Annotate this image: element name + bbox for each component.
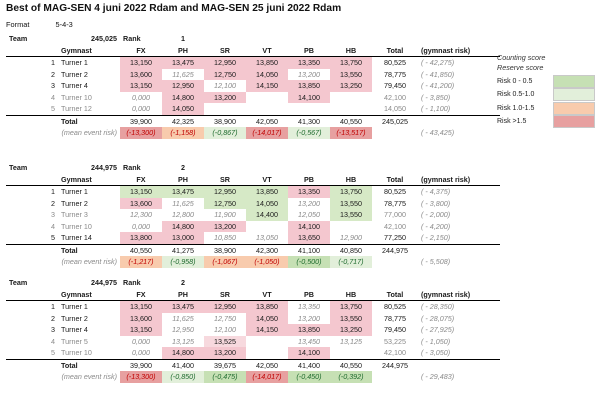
- team-table-3: [6, 277, 500, 383]
- score-pb: 14,100: [288, 92, 330, 104]
- row-index: 5: [6, 347, 58, 359]
- score-sr: [204, 103, 246, 115]
- score-hb: [330, 221, 372, 233]
- gymnast-name: Turner 4: [61, 325, 88, 334]
- score-pb: 14,100: [288, 221, 330, 233]
- row-total: 78,775: [384, 198, 406, 208]
- legend-reserve-label: Reserve score: [497, 63, 544, 72]
- row-total: 79,450: [384, 325, 406, 334]
- rank-label: Rank: [123, 278, 141, 287]
- team-score: 244,975: [91, 278, 117, 287]
- row-total: 78,775: [384, 313, 406, 323]
- gymnast-name: Turner 3: [61, 210, 88, 219]
- score-pb: 13,650: [288, 232, 330, 244]
- score-hb: 13,550: [330, 69, 372, 81]
- table-row: [6, 313, 500, 325]
- table-row: [6, 198, 500, 210]
- col-pb: PB: [288, 45, 330, 57]
- column-header-row: [6, 289, 500, 301]
- format-label: Format: [6, 20, 30, 29]
- column-header-row: [6, 174, 500, 186]
- total-vt: 42,050: [256, 116, 278, 126]
- mean-sr: (-0,867): [204, 127, 246, 139]
- team-block-3: [6, 277, 476, 383]
- gymnast-name: Turner 10: [61, 92, 92, 102]
- score-vt: [246, 92, 288, 104]
- legend-item: [497, 75, 597, 88]
- total-pb: 41,400: [298, 360, 320, 370]
- gymnast-name: Turner 12: [58, 103, 120, 115]
- table-row: [6, 80, 500, 92]
- score-ph: 11,625: [172, 198, 194, 208]
- score-fx: 13,150: [120, 301, 162, 313]
- team-score: 244,975: [91, 163, 117, 172]
- score-fx: 0,000: [120, 347, 162, 359]
- legend-item: [497, 116, 597, 129]
- col-sr: SR: [204, 174, 246, 186]
- score-ph: 12,950: [172, 325, 194, 334]
- col-risk: (gymnast risk): [418, 289, 500, 301]
- row-total: 80,525: [384, 58, 406, 67]
- row-risk: ( - 41,850): [421, 69, 455, 79]
- table-row: [6, 301, 500, 313]
- score-fx: 0,000: [132, 336, 150, 346]
- legend-counting-label: Counting score: [497, 53, 546, 62]
- total-fx: 39,900: [130, 360, 152, 370]
- rank-value: 2: [181, 163, 185, 172]
- legend-item: [497, 89, 597, 102]
- mean-fx: (-1,217): [120, 256, 162, 268]
- row-risk: ( - 28,350): [421, 302, 455, 311]
- score-ph: 12,950: [162, 80, 204, 92]
- score-fx: 13,600: [120, 198, 162, 210]
- score-pb: 13,200: [298, 69, 320, 79]
- col-fx: FX: [120, 45, 162, 57]
- score-vt: [246, 336, 288, 348]
- score-vt: 13,050: [246, 232, 288, 244]
- total-all: 244,975: [382, 245, 408, 255]
- team-block-2: [6, 162, 476, 268]
- col-total: Total: [372, 174, 418, 186]
- score-fx: 13,600: [120, 69, 162, 81]
- row-risk: ( - 2,150): [418, 232, 500, 244]
- score-fx: 13,150: [120, 186, 162, 198]
- score-hb: 13,750: [330, 301, 372, 313]
- gymnast-name: Turner 5: [61, 336, 88, 346]
- gymnast-name: Turner 2: [61, 313, 88, 323]
- totals-label: Total: [61, 245, 78, 255]
- score-sr: 13,525: [204, 336, 246, 348]
- score-fx: 13,600: [120, 313, 162, 325]
- score-sr: 12,100: [214, 325, 236, 334]
- total-ph: 42,325: [172, 116, 194, 126]
- score-ph: 14,800: [162, 221, 204, 233]
- col-vt: VT: [246, 289, 288, 301]
- score-ph: 13,475: [162, 57, 204, 69]
- score-pb: 13,350: [288, 186, 330, 198]
- legend-swatch-2: [553, 102, 595, 115]
- score-hb: 13,750: [330, 57, 372, 69]
- table-row: [6, 186, 500, 198]
- row-risk: ( - 28,075): [421, 313, 455, 323]
- score-sr: 13,200: [204, 221, 246, 233]
- row-risk: ( - 2,000): [421, 210, 451, 219]
- team-table-1: [6, 33, 500, 139]
- total-ph: 41,400: [172, 360, 194, 370]
- row-risk: ( - 3,050): [418, 347, 500, 359]
- table-row: [6, 69, 500, 81]
- score-ph: 13,000: [162, 232, 204, 244]
- mean-vt: (-14,017): [246, 371, 288, 383]
- row-index: 5: [6, 232, 58, 244]
- total-hb: 40,550: [340, 360, 362, 370]
- total-hb: 40,550: [340, 116, 362, 126]
- row-index: 4: [51, 221, 55, 231]
- score-fx: 13,150: [120, 324, 162, 336]
- score-vt: [246, 221, 288, 233]
- row-risk: ( - 27,925): [421, 325, 455, 334]
- mean-vt: (-14,017): [246, 127, 288, 139]
- col-ph: PH: [162, 45, 204, 57]
- row-total: 42,100: [372, 347, 418, 359]
- score-ph: 14,800: [162, 347, 204, 359]
- score-vt: 13,850: [246, 57, 288, 69]
- score-fx: 12,300: [130, 210, 152, 219]
- total-pb: 41,300: [298, 116, 320, 126]
- col-hb: HB: [330, 45, 372, 57]
- row-total: 77,250: [372, 232, 418, 244]
- score-pb: [288, 103, 330, 115]
- row-index: 3: [51, 210, 55, 219]
- col-sr: SR: [204, 45, 246, 57]
- column-header-row: [6, 45, 500, 57]
- totals-row: [6, 115, 500, 127]
- gymnast-name: Turner 10: [58, 347, 120, 359]
- col-gymnast: Gymnast: [58, 174, 120, 186]
- mean-ph: (-1,158): [162, 127, 204, 139]
- total-vt: 42,050: [256, 360, 278, 370]
- row-total: 14,050: [372, 103, 418, 115]
- table-row: [6, 232, 500, 244]
- score-hb: 13,250: [330, 324, 372, 336]
- score-hb: 13,750: [330, 186, 372, 198]
- legend-swatch-1: [553, 88, 595, 101]
- gymnast-name: Turner 4: [61, 81, 88, 90]
- legend-item-label: Risk 1.0-1.5: [497, 104, 535, 112]
- score-fx: 13,800: [120, 232, 162, 244]
- score-sr: 10,850: [204, 232, 246, 244]
- mean-pb: (-0,567): [288, 127, 330, 139]
- team-score: 245,025: [91, 34, 117, 43]
- score-sr: 12,100: [214, 81, 236, 90]
- score-ph: 12,800: [172, 210, 194, 219]
- totals-label: Total: [61, 116, 78, 126]
- gymnast-name: Turner 2: [61, 69, 88, 79]
- row-total: 78,775: [384, 69, 406, 79]
- col-total: Total: [372, 45, 418, 57]
- score-vt: [246, 347, 288, 359]
- row-risk: ( - 4,200): [421, 221, 451, 231]
- team-header-row: [6, 33, 500, 45]
- rank-label: Rank: [123, 34, 141, 43]
- col-vt: VT: [246, 45, 288, 57]
- row-total: 77,000: [384, 210, 406, 219]
- row-index: 1: [51, 302, 55, 311]
- total-all: 244,975: [382, 360, 408, 370]
- mean-total: ( - 43,425): [421, 128, 455, 137]
- score-sr: 12,950: [204, 186, 246, 198]
- score-hb: 13,125: [340, 336, 362, 346]
- col-gymnast: Gymnast: [58, 45, 120, 57]
- mean-risk-row: [6, 127, 500, 139]
- score-sr: 12,750: [204, 69, 246, 81]
- total-fx: 40,550: [130, 245, 152, 255]
- totals-row: [6, 244, 500, 256]
- legend-item-label: Risk 0.5-1.0: [497, 91, 535, 99]
- score-ph: 11,625: [172, 313, 194, 323]
- score-hb: 13,550: [330, 209, 372, 221]
- score-hb: [330, 92, 372, 104]
- score-pb: 13,450: [298, 336, 320, 346]
- col-gymnast: Gymnast: [58, 289, 120, 301]
- col-risk: (gymnast risk): [418, 174, 500, 186]
- row-risk: ( - 3,800): [421, 198, 451, 208]
- mean-pb: (-0,450): [288, 371, 330, 383]
- score-ph: 11,625: [172, 69, 194, 79]
- gymnast-name: Turner 14: [58, 232, 120, 244]
- score-pb: 13,350: [298, 302, 320, 311]
- score-hb: 12,900: [330, 232, 372, 244]
- col-fx: FX: [120, 174, 162, 186]
- gymnast-name: Turner 1: [61, 58, 88, 67]
- col-hb: HB: [330, 289, 372, 301]
- score-hb: [330, 347, 372, 359]
- score-vt: 14,050: [246, 69, 288, 81]
- score-vt: 13,850: [246, 301, 288, 313]
- score-fx: 0,000: [132, 92, 150, 102]
- score-vt: 13,850: [246, 186, 288, 198]
- score-pb: 14,100: [288, 347, 330, 359]
- table-row: [6, 103, 500, 115]
- table-row: [6, 336, 500, 348]
- row-total: 53,225: [384, 336, 406, 346]
- totals-label: Total: [61, 360, 78, 370]
- score-sr: 12,750: [204, 198, 246, 210]
- score-pb: 13,200: [298, 198, 320, 208]
- row-risk: ( - 1,100): [418, 103, 500, 115]
- score-sr: 12,950: [204, 301, 246, 313]
- score-fx: 13,150: [120, 80, 162, 92]
- gymnast-name: Turner 10: [61, 221, 92, 231]
- score-pb: 13,850: [288, 324, 330, 336]
- team-header-row: [6, 162, 500, 174]
- mean-total: ( - 5,508): [421, 257, 451, 266]
- col-ph: PH: [162, 289, 204, 301]
- row-index: 1: [51, 187, 55, 196]
- mean-sr: (-0,475): [204, 371, 246, 383]
- format-value: 5-4-3: [55, 20, 73, 29]
- mean-hb: (-0,717): [330, 256, 372, 268]
- mean-ph: (-0,958): [162, 256, 204, 268]
- score-fx: 13,150: [120, 57, 162, 69]
- table-row: [6, 209, 500, 221]
- score-fx: 0,000: [120, 103, 162, 115]
- mean-total: ( - 29,483): [421, 372, 455, 381]
- score-sr: 12,950: [204, 57, 246, 69]
- mean-vt: (-1,050): [246, 256, 288, 268]
- mean-risk-label: (mean event risk): [61, 128, 117, 137]
- mean-sr: (-1,067): [204, 256, 246, 268]
- team-label: Team: [9, 163, 28, 172]
- table-row: [6, 324, 500, 336]
- rank-label: Rank: [123, 163, 141, 172]
- row-risk: ( - 4,375): [421, 187, 451, 196]
- team-header-row: [6, 277, 500, 289]
- team-label: Team: [9, 34, 28, 43]
- score-hb: 13,250: [330, 80, 372, 92]
- total-hb: 40,850: [340, 245, 362, 255]
- score-vt: [246, 103, 288, 115]
- col-pb: PB: [288, 289, 330, 301]
- mean-risk-label: (mean event risk): [61, 257, 117, 266]
- score-sr: 12,750: [214, 313, 236, 323]
- col-pb: PB: [288, 174, 330, 186]
- gymnast-name: Turner 2: [61, 198, 88, 208]
- score-ph: 13,125: [172, 336, 194, 346]
- score-pb: 13,850: [288, 80, 330, 92]
- team-block-1: [6, 33, 476, 139]
- mean-hb: (-13,517): [330, 127, 372, 139]
- score-vt: 14,400: [246, 209, 288, 221]
- col-risk: (gymnast risk): [418, 45, 500, 57]
- legend: [497, 53, 597, 129]
- row-index: 3: [51, 325, 55, 334]
- score-vt: 14,150: [246, 324, 288, 336]
- score-hb: 13,550: [330, 198, 372, 210]
- total-sr: 38,900: [214, 116, 236, 126]
- row-index: 3: [51, 81, 55, 90]
- rank-value: 2: [181, 278, 185, 287]
- total-vt: 42,300: [256, 245, 278, 255]
- total-ph: 41,275: [172, 245, 194, 255]
- score-vt: 14,050: [246, 198, 288, 210]
- row-risk: ( - 3,850): [421, 92, 451, 102]
- score-vt: 14,050: [246, 313, 288, 325]
- score-ph: 14,050: [162, 103, 204, 115]
- total-sr: 39,675: [214, 360, 236, 370]
- row-index: 1: [51, 58, 55, 67]
- row-total: 42,100: [384, 221, 406, 231]
- score-ph: 13,475: [162, 186, 204, 198]
- page-title: Best of MAG-SEN 4 juni 2022 Rdam and MAG-SEN 25 juni 2022 Rdam: [6, 3, 342, 14]
- totals-row: [6, 359, 500, 371]
- row-index: 4: [51, 92, 55, 102]
- score-hb: 13,550: [330, 313, 372, 325]
- score-sr: 13,200: [204, 92, 246, 104]
- legend-item-label: Risk >1.5: [497, 118, 527, 126]
- score-pb: 12,050: [298, 210, 320, 219]
- mean-pb: (-0,500): [288, 256, 330, 268]
- rank-value: 1: [181, 34, 185, 43]
- mean-fx: (-13,300): [120, 371, 162, 383]
- legend-item: [497, 102, 597, 115]
- total-pb: 41,100: [298, 245, 320, 255]
- row-risk: ( - 41,200): [421, 81, 455, 90]
- total-fx: 39,900: [130, 116, 152, 126]
- score-pb: 13,350: [288, 57, 330, 69]
- row-total: 80,525: [384, 187, 406, 196]
- format-line: [6, 20, 73, 29]
- col-fx: FX: [120, 289, 162, 301]
- row-total: 42,100: [384, 92, 406, 102]
- score-pb: 13,200: [298, 313, 320, 323]
- score-fx: 0,000: [132, 221, 150, 231]
- score-sr: 13,200: [204, 347, 246, 359]
- row-index: 2: [51, 198, 55, 208]
- team-table-2: [6, 162, 500, 268]
- score-sr: 11,900: [214, 210, 236, 219]
- score-hb: [330, 103, 372, 115]
- row-index: 4: [51, 336, 55, 346]
- mean-hb: (-0,392): [330, 371, 372, 383]
- row-risk: ( - 1,050): [421, 336, 451, 346]
- gymnast-name: Turner 1: [61, 187, 88, 196]
- legend-item-label: Risk 0 - 0.5: [497, 77, 533, 85]
- mean-fx: (-13,300): [120, 127, 162, 139]
- col-total: Total: [372, 289, 418, 301]
- total-sr: 38,900: [214, 245, 236, 255]
- row-index: 2: [51, 313, 55, 323]
- table-row: [6, 57, 500, 69]
- col-ph: PH: [162, 174, 204, 186]
- row-total: 80,525: [384, 302, 406, 311]
- score-ph: 14,800: [162, 92, 204, 104]
- legend-swatch-3: [553, 115, 595, 128]
- mean-ph: (-0,850): [162, 371, 204, 383]
- row-index: 5: [6, 103, 58, 115]
- mean-risk-row: [6, 371, 500, 383]
- table-row: [6, 347, 500, 359]
- gymnast-name: Turner 1: [61, 302, 88, 311]
- col-hb: HB: [330, 174, 372, 186]
- row-total: 79,450: [384, 81, 406, 90]
- table-row: [6, 92, 500, 104]
- legend-swatch-0: [553, 75, 595, 88]
- mean-risk-row: [6, 256, 500, 268]
- col-vt: VT: [246, 174, 288, 186]
- row-risk: ( - 42,275): [421, 58, 455, 67]
- total-all: 245,025: [382, 116, 408, 126]
- table-row: [6, 221, 500, 233]
- score-ph: 13,475: [162, 301, 204, 313]
- score-vt: 14,150: [246, 80, 288, 92]
- row-index: 2: [51, 69, 55, 79]
- col-sr: SR: [204, 289, 246, 301]
- team-label: Team: [9, 278, 28, 287]
- mean-risk-label: (mean event risk): [61, 372, 117, 381]
